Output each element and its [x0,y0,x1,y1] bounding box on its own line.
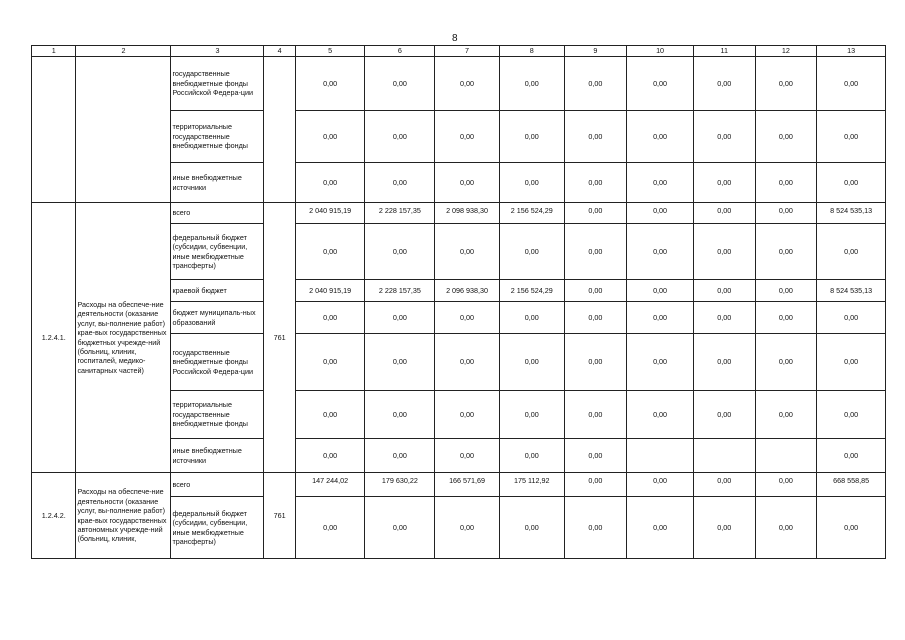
value-cell: 0,00 [627,111,694,163]
value-cell: 0,00 [435,334,500,391]
value-cell: 0,00 [499,302,564,334]
code-cell-empty [32,57,76,203]
value-cell: 175 112,92 [499,473,564,497]
value-cell: 2 040 915,19 [295,203,365,224]
value-cell: 0,00 [693,203,755,224]
value-cell: 0,00 [817,224,886,280]
column-number: 3 [171,46,264,57]
value-cell: 0,00 [499,111,564,163]
value-cell: 0,00 [755,57,817,111]
value-cell: 0,00 [564,497,627,559]
value-cell: 0,00 [365,57,435,111]
description-cell-empty [76,57,171,203]
value-cell: 0,00 [627,473,694,497]
value-cell: 0,00 [435,163,500,203]
value-cell: 0,00 [499,57,564,111]
value-cell: 0,00 [295,391,365,439]
funding-source-cell: государственные внебюджетные фонды Российской Федера-ции [171,57,264,111]
value-cell: 0,00 [693,163,755,203]
value-cell: 0,00 [365,163,435,203]
value-cell: 0,00 [295,334,365,391]
value-cell: 0,00 [817,57,886,111]
value-cell: 0,00 [435,439,500,473]
value-cell: 0,00 [564,473,627,497]
value-cell: 0,00 [755,497,817,559]
value-cell: 0,00 [499,224,564,280]
value-cell: 0,00 [564,439,627,473]
column-number-row [32,46,886,57]
value-cell: 0,00 [627,334,694,391]
value-cell: 0,00 [564,280,627,302]
value-cell: 0,00 [627,163,694,203]
value-cell [693,439,755,473]
value-cell: 0,00 [435,111,500,163]
funding-source-cell: иные внебюджетные источники [171,439,264,473]
value-cell: 0,00 [435,224,500,280]
value-cell: 0,00 [365,334,435,391]
column-number: 6 [365,46,435,57]
funding-source-cell: федеральный бюджет (субсидии, субвенции, иные межбюджетные трансферты) [171,497,264,559]
value-cell: 166 571,69 [435,473,500,497]
value-cell: 0,00 [435,57,500,111]
column-number: 1 [32,46,76,57]
funding-source-cell: краевой бюджет [171,280,264,302]
value-cell: 0,00 [627,224,694,280]
item-code-cell: 1.2.4.2. [32,473,76,559]
value-cell: 0,00 [755,391,817,439]
column-number: 13 [817,46,886,57]
funding-source-cell: иные внебюджетные источники [171,163,264,203]
item-description-cell: Расходы на обеспече-ние деятельности (оказание услуг, вы-полнение работ) крае-вых государственных бюджетных учрежде-ний (больниц, клиник, госпиталей, медико-санитарных частей) [76,203,171,473]
value-cell: 2 040 915,19 [295,280,365,302]
funding-source-cell: территориальные государственные внебюджетные фонды [171,391,264,439]
table-row [32,57,886,111]
grbs-code-cell: 761 [264,473,295,559]
value-cell: 0,00 [295,224,365,280]
value-cell: 0,00 [627,203,694,224]
value-cell: 2 156 524,29 [499,203,564,224]
value-cell: 0,00 [755,111,817,163]
value-cell: 0,00 [693,473,755,497]
value-cell: 0,00 [693,280,755,302]
page-number: 8 [452,33,458,44]
value-cell: 0,00 [295,302,365,334]
grbs-cell-empty [264,57,295,203]
value-cell: 0,00 [755,280,817,302]
value-cell: 0,00 [295,497,365,559]
value-cell: 0,00 [499,439,564,473]
value-cell: 0,00 [693,334,755,391]
value-cell: 179 630,22 [365,473,435,497]
value-cell: 0,00 [627,391,694,439]
value-cell: 2 228 157,35 [365,203,435,224]
value-cell: 0,00 [627,280,694,302]
value-cell: 0,00 [755,473,817,497]
value-cell: 147 244,02 [295,473,365,497]
budget-table [31,45,886,559]
funding-source-cell: всего [171,203,264,224]
value-cell: 0,00 [755,203,817,224]
funding-source-cell: федеральный бюджет (субсидии, субвенции, иные межбюджетные трансферты) [171,224,264,280]
funding-source-cell: бюджет муниципаль-ных образований [171,302,264,334]
value-cell: 0,00 [365,497,435,559]
value-cell: 8 524 535,13 [817,203,886,224]
value-cell: 0,00 [755,163,817,203]
value-cell: 0,00 [755,302,817,334]
value-cell [627,439,694,473]
column-number: 10 [627,46,694,57]
value-cell: 0,00 [627,497,694,559]
value-cell: 0,00 [564,111,627,163]
value-cell: 0,00 [817,163,886,203]
value-cell: 0,00 [365,391,435,439]
value-cell: 0,00 [365,439,435,473]
value-cell: 0,00 [627,57,694,111]
value-cell: 0,00 [499,163,564,203]
value-cell: 0,00 [564,224,627,280]
item-description-cell: Расходы на обеспече-ние деятельности (оказание услуг, вы-полнение работ) крае-вых государственных автономных учрежде-ний (больниц, клиник, [76,473,171,559]
value-cell: 0,00 [693,111,755,163]
column-number: 5 [295,46,365,57]
value-cell: 2 156 524,29 [499,280,564,302]
value-cell: 0,00 [564,334,627,391]
value-cell: 0,00 [693,57,755,111]
value-cell: 0,00 [564,391,627,439]
value-cell: 0,00 [435,391,500,439]
value-cell: 0,00 [564,203,627,224]
column-number: 11 [693,46,755,57]
value-cell: 0,00 [295,111,365,163]
value-cell: 2 228 157,35 [365,280,435,302]
funding-source-cell: территориальные государственные внебюджетные фонды [171,111,264,163]
value-cell: 0,00 [627,302,694,334]
grbs-code-cell: 761 [264,203,295,473]
table-row [32,203,886,224]
value-cell: 8 524 535,13 [817,280,886,302]
value-cell: 0,00 [499,391,564,439]
value-cell: 0,00 [755,224,817,280]
column-number: 2 [76,46,171,57]
column-number: 4 [264,46,295,57]
value-cell: 0,00 [295,57,365,111]
value-cell: 0,00 [817,334,886,391]
value-cell: 0,00 [817,439,886,473]
value-cell: 0,00 [435,497,500,559]
value-cell: 0,00 [564,163,627,203]
value-cell: 0,00 [499,497,564,559]
value-cell: 0,00 [693,302,755,334]
column-number: 12 [755,46,817,57]
value-cell [755,439,817,473]
value-cell: 0,00 [564,57,627,111]
table-body [32,46,886,559]
value-cell: 0,00 [435,302,500,334]
column-number: 9 [564,46,627,57]
value-cell: 0,00 [693,391,755,439]
value-cell: 0,00 [499,334,564,391]
column-number: 7 [435,46,500,57]
value-cell: 0,00 [365,111,435,163]
value-cell: 0,00 [817,111,886,163]
value-cell: 0,00 [564,302,627,334]
value-cell: 0,00 [817,391,886,439]
funding-source-cell: государственные внебюджетные фонды Российской Федера-ции [171,334,264,391]
value-cell: 0,00 [365,302,435,334]
value-cell: 0,00 [295,163,365,203]
value-cell: 2 096 938,30 [435,280,500,302]
value-cell: 0,00 [817,497,886,559]
value-cell: 0,00 [693,497,755,559]
value-cell: 0,00 [295,439,365,473]
value-cell: 668 558,85 [817,473,886,497]
item-code-cell: 1.2.4.1. [32,203,76,473]
column-number: 8 [499,46,564,57]
value-cell: 2 098 938,30 [435,203,500,224]
value-cell: 0,00 [693,224,755,280]
value-cell: 0,00 [365,224,435,280]
value-cell: 0,00 [755,334,817,391]
value-cell: 0,00 [817,302,886,334]
funding-source-cell: всего [171,473,264,497]
table-row [32,473,886,497]
